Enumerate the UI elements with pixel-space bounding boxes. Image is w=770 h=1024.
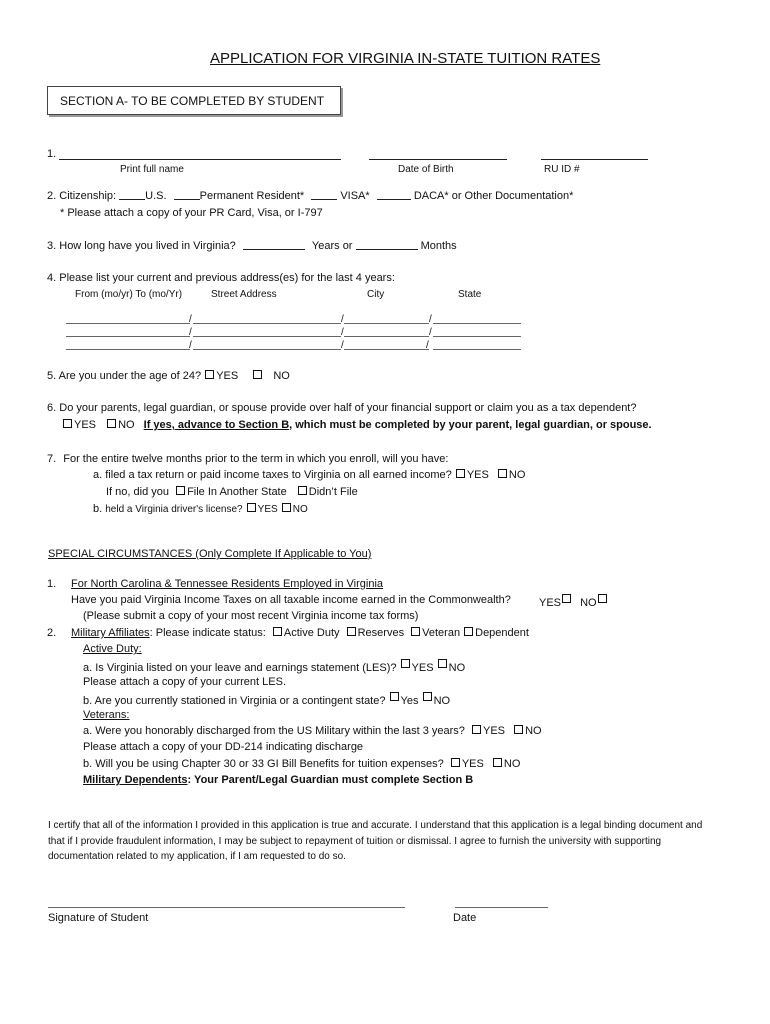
reserves-checkbox[interactable]	[347, 627, 356, 636]
q6-no-checkbox[interactable]	[107, 419, 116, 428]
gi-bill-no-checkbox[interactable]	[493, 758, 502, 767]
slash: /	[189, 327, 192, 338]
q6-yes-checkbox[interactable]	[63, 419, 72, 428]
years-blank[interactable]	[243, 240, 305, 250]
certify-line-3: documentation related to my application, if I am requested to do so.	[48, 851, 346, 862]
ruid-field[interactable]	[541, 159, 648, 160]
certify-line-1: I certify that all of the information I provided in this application is true and accurate. I understand that this application is a legal binding document and	[48, 820, 703, 831]
certify-line-2: that if I provide fraudulent information, I may be subject to repayment of tuition or dismissal. I agree to furnish the university with supporting	[48, 836, 662, 847]
full-name-field[interactable]	[59, 159, 341, 160]
special-item1-num: 1.	[47, 578, 57, 590]
slash: /	[426, 340, 429, 351]
q1-number: 1.	[47, 148, 57, 160]
file-other-state-checkbox[interactable]	[176, 486, 185, 495]
dependent-checkbox[interactable]	[464, 627, 473, 636]
nc-tn-no-checkbox[interactable]	[598, 594, 607, 603]
gi-bill-yes-checkbox[interactable]	[451, 758, 460, 767]
signature-field[interactable]	[48, 907, 405, 908]
section-a-label: SECTION A- TO BE COMPLETED BY STUDENT	[60, 94, 325, 108]
discharged-no-checkbox[interactable]	[514, 725, 523, 734]
stationed-no-checkbox[interactable]	[423, 692, 432, 701]
q2-note: * Please attach a copy of your PR Card, Visa, or I-797	[60, 207, 323, 219]
veterans-b: b. Will you be using Chapter 30 or 33 GI Bill Benefits for tuition expenses? YES NO	[83, 758, 521, 770]
col-from-to: From (mo/yr) To (mo/Yr)	[75, 289, 183, 300]
les-yes-checkbox[interactable]	[401, 659, 410, 668]
visa-blank[interactable]	[311, 190, 337, 200]
ruid-label: RU ID #	[544, 164, 580, 175]
didnt-file-checkbox[interactable]	[298, 486, 307, 495]
stationed-yes-checkbox[interactable]	[390, 692, 399, 701]
pr-blank[interactable]	[174, 190, 200, 200]
slash: /	[189, 314, 192, 325]
nc-tn-yes-checkbox[interactable]	[562, 594, 571, 603]
full-name-label: Print full name	[120, 164, 184, 175]
q4-row: 4. Please list your current and previous address(es) for the last 4 years:	[47, 272, 395, 284]
daca-blank[interactable]	[377, 190, 411, 200]
advance-section-b: If yes, advance to Section B	[143, 419, 290, 431]
slash: /	[189, 340, 192, 351]
military-dependents: Military Dependents: Your Parent/Legal Guardian must complete Section B	[83, 774, 474, 786]
q6-answers: YES NO If yes, advance to Section B, which must be completed by your parent, legal guardian, or spouse.	[62, 419, 652, 431]
slash: /	[341, 327, 344, 338]
active-duty-a: a. Is Virginia listed on your leave and earnings statement (LES)? YES NO	[83, 659, 465, 674]
slash: /	[429, 327, 432, 338]
q5-row: 5. Are you under the age of 24? YES NO	[47, 370, 290, 382]
q7b-yes-checkbox[interactable]	[247, 503, 256, 512]
slash: /	[429, 314, 432, 325]
q3-row: 3. How long have you lived in Virginia? Years or Months	[47, 240, 457, 252]
veterans-a: a. Were you honorably discharged from the US Military within the last 3 years? YES NO	[83, 725, 542, 737]
dob-field[interactable]	[369, 159, 507, 160]
nc-tn-title: For North Carolina & Tennessee Residents Employed in Virginia	[71, 578, 384, 590]
date-label: Date	[453, 912, 477, 924]
dd214-attach: Please attach a copy of your DD-214 indicating discharge	[83, 741, 364, 753]
special-heading: SPECIAL CIRCUMSTANCES (Only Complete If Applicable to You)	[48, 548, 372, 560]
q7-b-row: b. held a Virginia driver's license? YES NO	[93, 503, 308, 515]
slash: /	[341, 340, 344, 351]
nc-tn-note: (Please submit a copy of your most recent Virginia income tax forms)	[83, 610, 419, 622]
section-a-box	[47, 86, 341, 115]
q2-citizenship-row: 2. Citizenship: U.S. Permanent Resident* VISA* DACA* or Other Documentation*	[47, 190, 574, 202]
slash: /	[341, 314, 344, 325]
page-title: APPLICATION FOR VIRGINIA IN-STATE TUITION RATES	[210, 50, 601, 67]
q5-no-checkbox[interactable]	[253, 370, 262, 379]
q7-ifno-row: If no, did you File In Another State Didn’t File	[106, 486, 358, 498]
q7a-no-checkbox[interactable]	[498, 469, 507, 478]
special-item2-num: 2.	[47, 627, 57, 639]
les-no-checkbox[interactable]	[438, 659, 447, 668]
months-blank[interactable]	[356, 240, 418, 250]
les-attach: Please attach a copy of your current LES.	[83, 676, 287, 688]
us-blank[interactable]	[119, 190, 145, 200]
military-status-row: Military Affiliates: Please indicate status: Active Duty Reserves Veteran Dependent	[71, 627, 529, 639]
q5-yes-checkbox[interactable]	[205, 370, 214, 379]
col-city: City	[367, 289, 385, 300]
veterans-title: Veterans:	[83, 709, 130, 721]
signature-label: Signature of Student	[48, 912, 149, 924]
q7-a-row: a. filed a tax return or paid income taxes to Virginia on all earned income? YES NO	[93, 469, 526, 481]
dob-label: Date of Birth	[398, 164, 454, 175]
q7b-no-checkbox[interactable]	[282, 503, 291, 512]
active-duty-title: Active Duty:	[83, 643, 142, 655]
col-state: State	[458, 289, 482, 300]
nc-tn-question: Have you paid Virginia Income Taxes on all taxable income earned in the Commonwealth?	[71, 594, 511, 606]
q7a-yes-checkbox[interactable]	[456, 469, 465, 478]
discharged-yes-checkbox[interactable]	[472, 725, 481, 734]
q7-question: 7. For the entire twelve months prior to the term in which you enroll, will you have:	[47, 453, 449, 465]
active-duty-b: b. Are you currently stationed in Virginia or a contingent state? Yes NO	[83, 692, 450, 707]
q6-question: 6. Do your parents, legal guardian, or spouse provide over half of your financial support or claim you as a tax dependent?	[47, 402, 637, 414]
active-duty-checkbox[interactable]	[273, 627, 282, 636]
veteran-checkbox[interactable]	[411, 627, 420, 636]
date-field[interactable]	[455, 907, 548, 908]
nc-tn-answers: YES NO	[539, 594, 609, 609]
col-street: Street Address	[211, 289, 277, 300]
